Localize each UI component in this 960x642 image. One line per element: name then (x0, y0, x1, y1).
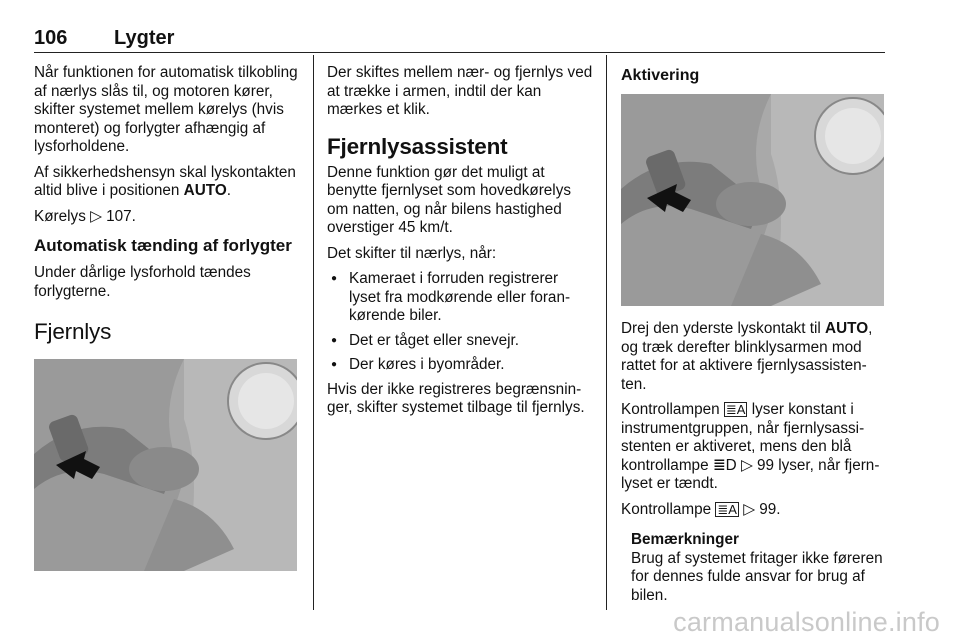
column-divider-2 (606, 55, 607, 610)
note-box (621, 531, 887, 605)
list-item: ● Kameraet i forruden registrerer lyset fra modkørende eller forankørende biler. (327, 270, 593, 326)
page-title: Lygter (114, 27, 175, 49)
lever-illustration-fjernlys (34, 359, 297, 571)
column-3 (621, 64, 887, 605)
paragraph-switch: Der skiftes mellem nær- og fjernlys ved at trække i armen, indtil der kan mærkes et klik. (327, 64, 593, 118)
note-text: Brug af systemet fritager ikke føreren for dennes fulde ansvar for brug af bilen. (631, 549, 883, 604)
page-ref-icon: ▷ (740, 456, 753, 474)
column-1 (34, 64, 300, 585)
note-title: Bemærkninger (631, 531, 739, 548)
paragraph-switches-to: Det skifter til nærlys, når: (327, 244, 497, 262)
heading-fjernlysassistent: Fjernlysassistent (327, 133, 508, 159)
watermark: carmanualsonline.info (673, 607, 940, 637)
paragraph-indicator-ref: Kontrollampe ≣A ▷ 99. (621, 500, 781, 518)
high-beam-assist-icon: ≣A (725, 402, 746, 417)
paragraph-koerelys-ref: Kørelys ▷ 107. (34, 207, 136, 225)
heading-aktivering: Aktivering (621, 67, 700, 84)
page-ref-icon: ▷ (743, 500, 755, 518)
list-item: ● Der køres i byområder. (327, 356, 593, 375)
column-2 (327, 64, 593, 425)
page-ref-icon: ▷ (90, 207, 102, 225)
paragraph-auto-intro: Når funktionen for automatisk tilkobling af nærlys slås til, og motoren kører, skifter systemet mellem kørelys (hvis monteret) og forlygter afhængig af lysforholdene. (34, 64, 298, 155)
page-number: 106 (34, 27, 68, 49)
paragraph-low-light: Under dårlige lysforhold tændes forlygterne. (34, 264, 251, 300)
paragraph-return: Hvis der ikke registreres begrænsninger, skifter systemet tilbage til fjernlys. (327, 380, 585, 416)
paragraph-turn-auto: Drej den yderste lyskontakt til AUTO, og træk derefter blinklysarmen mod rattet for at aktivere fjernlysassistenten. (621, 320, 873, 393)
high-beam-icon: ≣D (712, 456, 737, 474)
high-beam-assist-icon: ≣A (717, 501, 737, 517)
conditions-list (327, 270, 593, 375)
paragraph-function: Denne funktion gør det muligt at benytte fjernlyset som hovedkørelys om natten, og når bilens hastighed overstiger 45 km/t. (327, 163, 572, 236)
paragraph-safety: Af sikkerhedshensyn skal lyskontakten altid blive i positionen AUTO. (34, 163, 296, 199)
heading-fjernlys: Fjernlys (34, 319, 112, 344)
header-rule (34, 52, 885, 53)
list-item: ● Det er tåget eller snevejr. (327, 332, 593, 351)
heading-automatic-headlights: Automatisk tænding af forlygter (34, 236, 292, 255)
paragraph-indicator: Kontrollampen ≣A lyser konstant i instrumentgruppen, når fjernlysassistenten er aktiveret, mens den blå kontrollampe ≣D ▷ 99 lyser, når fjernlyset er tændt. (621, 401, 880, 492)
column-divider-1 (313, 55, 314, 610)
lever-illustration-aktivering (621, 94, 884, 306)
